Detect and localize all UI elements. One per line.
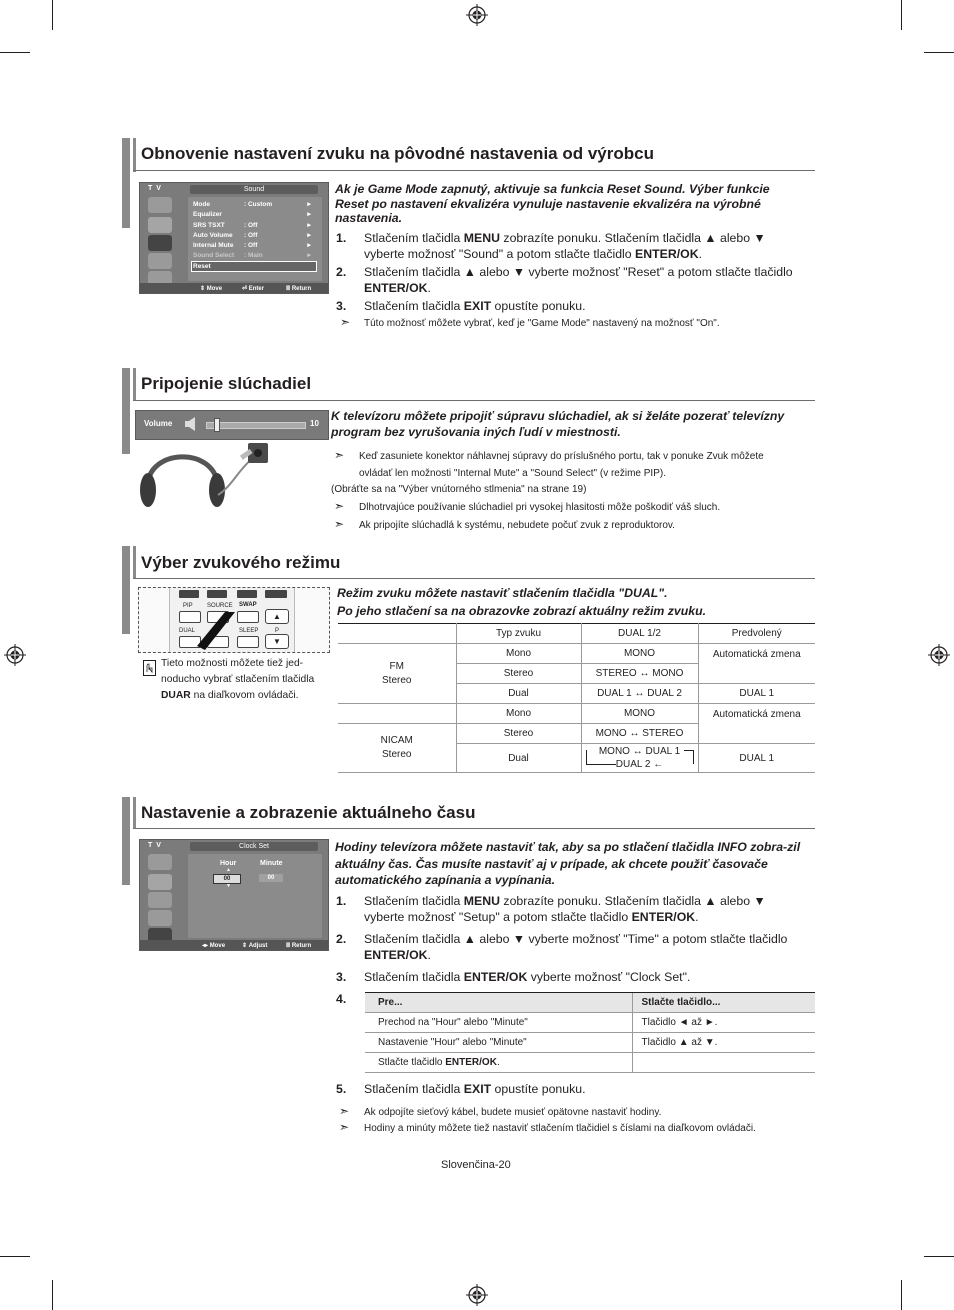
section-intro: Po jeho stlačení sa na obrazovke zobrazí aktuálny režim zvuku. bbox=[337, 604, 707, 618]
pip-label: PIP bbox=[183, 603, 193, 609]
table-row: NICAM Stereo Stereo MONO ↔ STEREO bbox=[338, 724, 815, 744]
hour-arrow-down-icon[interactable]: ▼ bbox=[226, 883, 231, 889]
step-number: 1. bbox=[336, 894, 347, 908]
channel-up-button[interactable]: ▲ bbox=[265, 609, 289, 624]
step-number: 2. bbox=[336, 932, 347, 946]
section-bar bbox=[122, 546, 130, 634]
section-rule bbox=[133, 400, 815, 401]
minute-label: Minute bbox=[260, 860, 283, 867]
note-text: ovládať len možnosti "Internal Mute" a "Sound Select" (v režime PIP). bbox=[359, 468, 666, 479]
volume-track[interactable] bbox=[206, 422, 306, 429]
table-header: Predvolený bbox=[698, 624, 815, 644]
channel-down-button[interactable]: ▼ bbox=[265, 634, 289, 649]
note-arrow-icon: ➣ bbox=[339, 1104, 350, 1118]
crop-mark bbox=[0, 1256, 30, 1257]
table-header: Pre... bbox=[365, 993, 632, 1013]
table-header: Typ zvuku bbox=[456, 624, 581, 644]
menu-footer: ◂▸ Move ⇕ Adjust Ⅲ Return bbox=[140, 940, 328, 950]
section-bar bbox=[122, 368, 130, 454]
sound-menu-icon bbox=[148, 235, 172, 251]
tip-icon bbox=[143, 660, 156, 676]
volume-screen bbox=[135, 410, 329, 440]
sound-mode-table bbox=[338, 623, 815, 773]
section-bar bbox=[133, 546, 136, 578]
note-arrow-icon: ➣ bbox=[340, 315, 351, 329]
section-intro: Hodiny televízora môžete nastaviť tak, aby sa po stlačení tlačidla INFO zobra-zil aktuálny čas. Čas musíte nastaviť aj v prípade, ak chcete použiť časovače automatického zapínania a vypínania. bbox=[335, 840, 801, 887]
sound-menu-icon bbox=[148, 892, 172, 908]
table-header-row bbox=[365, 993, 815, 1013]
step-number: 3. bbox=[336, 299, 347, 313]
tv-label: T V bbox=[148, 842, 162, 849]
step-text: Stlačením tlačidla ▲ alebo ▼ vyberte možnosť "Time" a potom stlačte tlačidlo ENTER/OK. bbox=[364, 932, 788, 962]
tv-label: T V bbox=[148, 185, 162, 192]
menu-panel bbox=[188, 854, 322, 938]
step-text: Stlačením tlačidla MENU zobrazíte ponuku. Stlačením tlačidla ▲ alebo ▼ vyberte možnosť "Setup" a potom stlačte tlačidlo ENTER/OK. bbox=[364, 894, 766, 924]
speaker-icon bbox=[184, 416, 198, 432]
registration-mark-icon bbox=[466, 4, 488, 26]
table-header: DUAL 1/2 bbox=[581, 624, 698, 644]
section-rule bbox=[133, 170, 815, 171]
step-text: Stlačením tlačidla ▲ alebo ▼ vyberte možnosť "Reset" a potom stlačte tlačidlo ENTER/OK. bbox=[364, 265, 793, 295]
setup-menu-icon bbox=[148, 253, 172, 269]
dual-label: DUAL bbox=[179, 628, 196, 634]
section-title: Pripojenie slúchadiel bbox=[141, 374, 312, 393]
setup-menu-icon bbox=[148, 910, 172, 926]
group-cell: NICAM Stereo bbox=[338, 724, 456, 773]
table-row: Dual DUAL 1 ↔ DUAL 2 DUAL 1 bbox=[338, 684, 815, 704]
table-header: Stlačte tlačidlo... bbox=[632, 993, 815, 1013]
clock-keys-table bbox=[365, 992, 815, 1073]
table-row: FM Stereo Mono MONO Automatická zmena bbox=[338, 644, 815, 664]
swap-label: SWAP bbox=[239, 602, 257, 608]
step-text: Stlačením tlačidla EXIT opustíte ponuku. bbox=[364, 1082, 586, 1096]
remote-top-button[interactable] bbox=[207, 590, 227, 598]
step-number: 3. bbox=[336, 970, 347, 984]
table-row: Prechod na "Hour" alebo "Minute" Tlačidlo ◄ až ►. bbox=[365, 1013, 815, 1033]
note-text: Ak pripojíte slúchadlá k systému, nebudete počuť zvuk z reproduktorov. bbox=[359, 520, 675, 531]
note-text: Ak odpojíte sieťový kábel, budete musieť opätovne nastaviť hodiny. bbox=[364, 1107, 662, 1118]
sleep-label: SLEEP bbox=[239, 628, 259, 634]
p-label: P bbox=[275, 628, 280, 634]
crop-mark bbox=[901, 0, 902, 30]
step-text: Stlačením tlačidla EXIT opustíte ponuku. bbox=[364, 299, 586, 313]
registration-mark-icon bbox=[928, 644, 950, 666]
registration-mark-icon bbox=[4, 644, 26, 666]
note-arrow-icon: ➣ bbox=[334, 499, 345, 513]
section-rule bbox=[133, 578, 815, 579]
section-bar bbox=[122, 797, 130, 885]
tip-text: Tieto možnosti môžete tiež jed- noducho vybrať stlačením tlačidla DUAR na diaľkovom ovládači. bbox=[161, 658, 315, 701]
note-arrow-icon: ➣ bbox=[334, 448, 345, 462]
menu-header: Clock Set bbox=[190, 842, 318, 851]
pointer-arrow-icon bbox=[195, 612, 239, 652]
group-cell: FM Stereo bbox=[338, 644, 456, 704]
page-footer: Slovenčina-20 bbox=[441, 1159, 511, 1171]
step-number: 1. bbox=[336, 231, 347, 245]
sleep-button[interactable] bbox=[237, 636, 259, 648]
crop-mark bbox=[52, 0, 53, 30]
section-title: Výber zvukového režimu bbox=[141, 553, 341, 572]
crop-mark bbox=[924, 52, 954, 53]
note-text: Túto možnosť môžete vybrať, keď je "Game Mode" nastavený na možnosť "On". bbox=[364, 318, 720, 329]
table-row: Stlačte tlačidlo ENTER/OK. bbox=[365, 1053, 815, 1073]
minute-field[interactable]: 00 bbox=[259, 874, 283, 882]
step-text: Stlačením tlačidla ENTER/OK vyberte možnosť "Clock Set". bbox=[364, 970, 691, 984]
step-number: 2. bbox=[336, 265, 347, 279]
section-rule bbox=[133, 828, 815, 829]
picture-menu-icon bbox=[148, 854, 172, 870]
hour-field[interactable]: 00 bbox=[213, 874, 241, 884]
channel-menu-icon bbox=[148, 874, 172, 890]
menu-row-selected[interactable]: Reset bbox=[191, 261, 317, 272]
note-text: Dlhotrvajúce používanie slúchadiel pri vysokej hlasitosti môže poškodiť váš sluch. bbox=[359, 502, 721, 513]
table-header-row bbox=[338, 624, 815, 644]
crop-mark bbox=[924, 1256, 954, 1257]
menu-header: Sound bbox=[190, 185, 318, 194]
volume-thumb[interactable] bbox=[214, 418, 220, 432]
headphones-icon bbox=[138, 440, 272, 510]
registration-mark-icon bbox=[466, 1284, 488, 1306]
menu-footer: ⇕ Move ⏎ Enter Ⅲ Return bbox=[140, 283, 328, 293]
channel-menu-icon bbox=[148, 217, 172, 233]
section-title: Nastavenie a zobrazenie aktuálneho času bbox=[141, 803, 476, 822]
menu-panel: Mode : Custom ► Equalizer ► SRS TSXT : Off ► Auto Volume : Off ► Internal Mute : Off ► Sound Select : Main ► Reset bbox=[188, 197, 322, 281]
clock-set-screen bbox=[139, 839, 329, 951]
hour-arrow-up-icon[interactable]: ▲ bbox=[226, 867, 231, 873]
section-intro: Režim zvuku môžete nastaviť stlačením tlačidla "DUAL". bbox=[337, 586, 668, 600]
swap-button[interactable] bbox=[237, 611, 259, 623]
note-arrow-icon: ➣ bbox=[334, 517, 345, 531]
section-bar bbox=[133, 797, 136, 829]
remote-top-button[interactable] bbox=[179, 590, 199, 598]
crop-mark bbox=[901, 1280, 902, 1310]
remote-top-button[interactable] bbox=[265, 590, 287, 598]
picture-menu-icon bbox=[148, 197, 172, 213]
volume-label: Volume bbox=[144, 419, 173, 428]
section-bar bbox=[122, 138, 130, 228]
crop-mark bbox=[0, 52, 30, 53]
note-text: (Obráťte sa na "Výber vnútorného stlmenia" na strane 19) bbox=[331, 484, 587, 495]
table-row: Mono MONO Automatická zmena bbox=[338, 704, 815, 724]
source-label: SOURCE bbox=[207, 603, 233, 609]
section-intro: Ak je Game Mode zapnutý, aktivuje sa funkcia Reset Sound. Výber funkcie Reset po nastavení ekvalizéra vynuluje nastavenie ekvalizéra na výrobné nastavenia. bbox=[335, 182, 770, 225]
step-text: Stlačením tlačidla MENU zobrazíte ponuku. Stlačením tlačidla ▲ alebo ▼ vyberte možnosť "Sound" a potom stlačte tlačidlo ENTER/OK. bbox=[364, 231, 766, 261]
step-number: 4. bbox=[336, 992, 347, 1006]
volume-value: 10 bbox=[310, 419, 319, 428]
section-intro: K televízoru môžete pripojiť súpravu slúchadiel, ak si želáte pozerať televízny program bez vyrušovania iných ľudí v miestnosti. bbox=[331, 409, 785, 439]
section-title: Obnovenie nastavení zvuku na pôvodné nastavenia od výrobcu bbox=[141, 144, 654, 163]
table-row: Stereo STEREO ↔ MONO bbox=[338, 664, 815, 684]
step-number: 5. bbox=[336, 1082, 347, 1096]
crop-mark bbox=[52, 1280, 53, 1310]
section-bar bbox=[133, 368, 136, 400]
note-arrow-icon: ➣ bbox=[339, 1120, 350, 1134]
table-row: Dual MONO ↔ DUAL 1 DUAL 2 ← DUAL 1 bbox=[338, 744, 815, 773]
section-bar bbox=[133, 138, 136, 172]
note-text: Keď zasuniete konektor náhlavnej súpravy do príslušného portu, tak v ponuke Zvuk môžete bbox=[359, 451, 764, 462]
sound-menu-screen bbox=[139, 182, 329, 294]
remote-control-image bbox=[138, 587, 330, 653]
table-row: Nastavenie "Hour" alebo "Minute" Tlačidlo ▲ až ▼. bbox=[365, 1033, 815, 1053]
remote-top-button[interactable] bbox=[237, 590, 257, 598]
note-text: Hodiny a minúty môžete tiež nastaviť stlačením tlačidiel s číslami na diaľkovom ovládači. bbox=[364, 1123, 756, 1134]
hour-label: Hour bbox=[220, 860, 237, 867]
